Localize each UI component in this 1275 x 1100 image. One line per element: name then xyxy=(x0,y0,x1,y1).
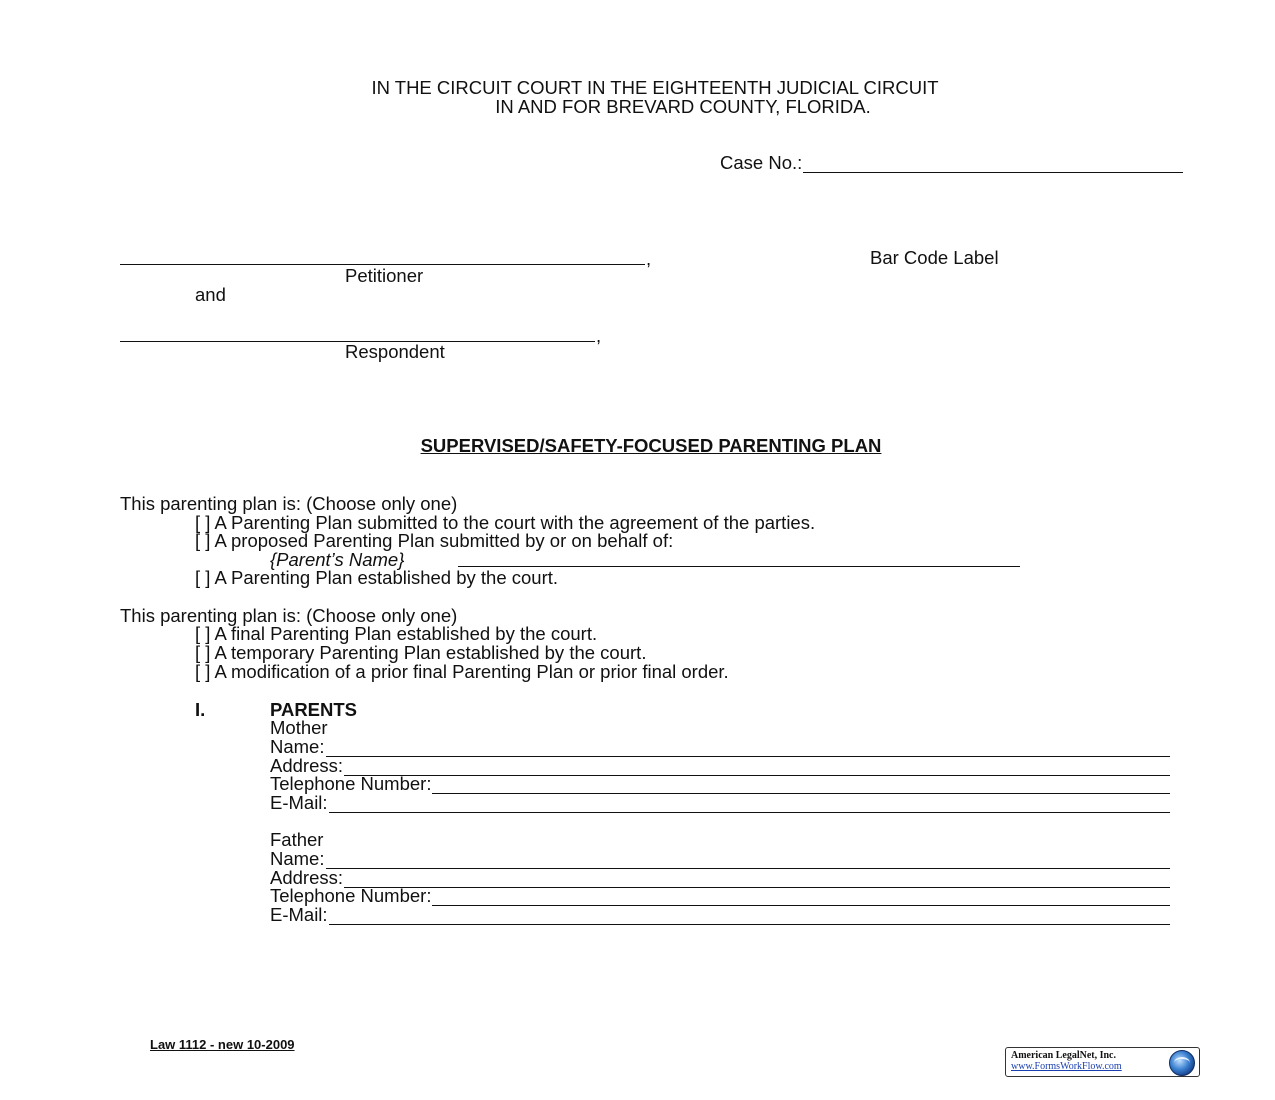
mother-name-field[interactable] xyxy=(270,737,1170,757)
father-email-label: E-Mail: xyxy=(270,904,328,925)
case-number-label: Case No.: xyxy=(720,152,803,173)
mother-address-label: Address: xyxy=(270,755,344,776)
petitioner-comma: , xyxy=(646,248,652,269)
option-agreed-plan[interactable]: [ ] A Parenting Plan submitted to the court with the agreement of the parties. xyxy=(195,512,816,533)
parent-name-label: {Parent’s Name} xyxy=(270,549,405,570)
option-final-plan[interactable]: [ ] A final Parenting Plan established by the court. xyxy=(195,623,598,644)
father-email-field[interactable] xyxy=(270,905,1170,925)
father-phone-field[interactable] xyxy=(270,886,1170,906)
form-code: Law 1112 - new 10-2009 xyxy=(150,1037,295,1052)
mother-phone-line[interactable] xyxy=(432,778,1170,794)
globe-icon xyxy=(1169,1050,1195,1076)
petitioner-label: Petitioner xyxy=(345,265,424,286)
mother-phone-label: Telephone Number: xyxy=(270,773,432,794)
mother-name-label: Name: xyxy=(270,736,325,757)
case-number-line[interactable] xyxy=(803,157,1183,173)
and-label: and xyxy=(195,284,226,305)
bar-code-label: Bar Code Label xyxy=(870,247,999,268)
option-temporary-plan[interactable]: [ ] A temporary Parenting Plan established by the court. xyxy=(195,642,647,663)
father-email-line[interactable] xyxy=(329,909,1170,925)
logo-company-name: American LegalNet, Inc. xyxy=(1011,1050,1116,1061)
mother-label: Mother xyxy=(270,717,328,738)
option-court-established[interactable]: [ ] A Parenting Plan established by the court. xyxy=(195,567,559,588)
plan-status-intro: This parenting plan is: (Choose only one) xyxy=(120,605,458,626)
respondent-comma: , xyxy=(596,325,602,346)
section-heading-parents: PARENTS xyxy=(270,699,358,720)
mother-email-field[interactable] xyxy=(270,793,1170,813)
mother-phone-field[interactable] xyxy=(270,774,1170,794)
case-number-field[interactable] xyxy=(720,153,1183,173)
logo-url-link[interactable]: www.FormsWorkFlow.com xyxy=(1011,1061,1122,1072)
father-label: Father xyxy=(270,829,324,850)
court-title-line-1: IN THE CIRCUIT COURT IN THE EIGHTEENTH JUDICIAL CIRCUIT xyxy=(371,77,939,98)
court-title-line-2: IN AND FOR BREVARD COUNTY, FLORIDA. xyxy=(495,96,871,117)
plan-type-intro: This parenting plan is: (Choose only one) xyxy=(120,493,458,514)
father-name-label: Name: xyxy=(270,848,325,869)
mother-name-line[interactable] xyxy=(326,741,1171,757)
father-address-label: Address: xyxy=(270,867,344,888)
father-name-field[interactable] xyxy=(270,849,1170,869)
mother-email-line[interactable] xyxy=(329,797,1170,813)
section-number: I. xyxy=(195,699,206,720)
respondent-label: Respondent xyxy=(345,341,445,362)
mother-email-label: E-Mail: xyxy=(270,792,328,813)
father-phone-label: Telephone Number: xyxy=(270,885,432,906)
father-phone-line[interactable] xyxy=(432,890,1170,906)
american-legalnet-logo[interactable] xyxy=(1005,1047,1200,1077)
option-modification[interactable]: [ ] A modification of a prior final Parenting Plan or prior final order. xyxy=(195,661,729,682)
document-title: SUPERVISED/SAFETY-FOCUSED PARENTING PLAN xyxy=(420,435,882,456)
father-name-line[interactable] xyxy=(326,853,1171,869)
option-proposed-plan[interactable]: [ ] A proposed Parenting Plan submitted by or on behalf of: xyxy=(195,530,674,551)
